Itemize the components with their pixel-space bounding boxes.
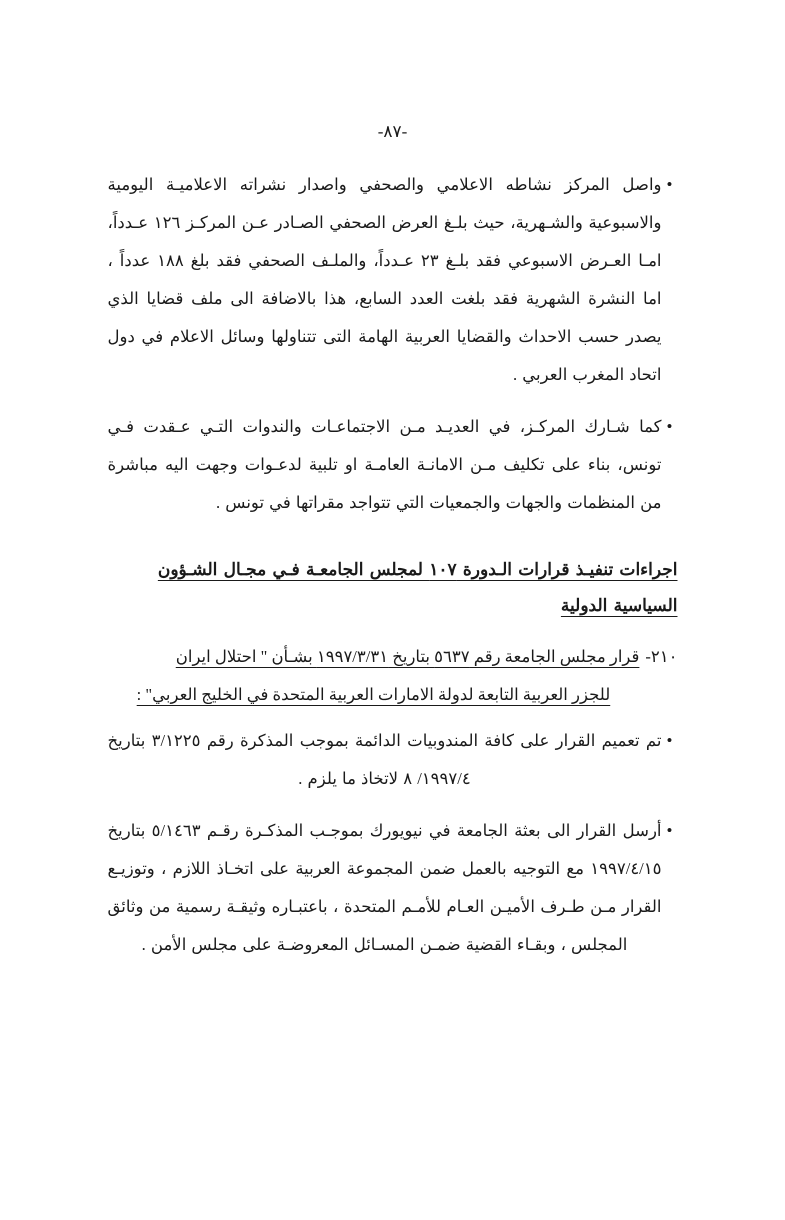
list-item-text: واصل المركز نشاطه الاعلامي والصحفي واصدار نشراته الاعلاميـة اليومية والاسبوعية والشـهرية، حيث بلـغ العرض الصحفي الصـادر عـن المركـز ١٢٦ عـدداً، امـا العـرض الاسبوعي فقد بلـغ ٢٣ عـدداً، والملـف الصحفي فقد بلغ ١٨٨ عدداً ، اما النشرة الشهرية فقد بلغت العدد السابع، هذا بالاضافة الى ملف قضايا الذي يصدر حسب الاحداث والقضايا العربية الهامة التى تتناولها وسائل الاعلام في دول اتحاد المغرب العربي .	[107, 175, 662, 384]
resolution-text	[108, 638, 640, 714]
list-item	[108, 812, 678, 964]
list-item	[108, 166, 678, 394]
bullet-icon: •	[666, 821, 673, 840]
section-heading-line-1: اجراءات تنفيـذ قرارات الـدورة ١٠٧ لمجلس الجامعـة فـي مجـال الشـؤون	[157, 560, 678, 579]
page-number: -٨٧-	[377, 122, 408, 141]
section-heading-line-2: السياسية الدولية	[560, 596, 678, 615]
list-item	[108, 408, 678, 522]
resolution-entry	[108, 638, 678, 714]
page-content	[108, 142, 678, 964]
bullet-icon: •	[666, 731, 673, 750]
bullet-icon: •	[666, 175, 673, 194]
list-item-text: كما شـارك المركـز، في العديـد مـن الاجتماعـات والندوات التـي عـقدت فـي تونس، بناء على تكليف مـن الامانـة العامـة او تلبية لدعـوات وجهت اليه مباشرة من المنظمات والجهات والجمعيات التي تتواجد مقراتها في تونس .	[107, 417, 662, 512]
document-page	[0, 122, 785, 1220]
resolution-number: ٢١٠-	[645, 647, 678, 666]
section-heading	[108, 552, 678, 624]
list-item-text: تم تعميم القرار على كافة المندوبيات الدائمة بموجب المذكرة رقم ٣/١٢٢٥ بتاريخ ١٩٩٧/٤/ ٨ لاتخاذ ما يلزم .	[107, 731, 662, 788]
list-item	[108, 722, 678, 798]
resolution-text-line-1: قرار مجلس الجامعة رقم ٥٦٣٧ بتاريخ ١٩٩٧/٣/٣١ بشـأن " احتلال ايران	[175, 647, 640, 666]
resolution-text-line-2: للجزر العربية التابعة لدولة الامارات العربية المتحدة في الخليج العربي" :	[136, 685, 611, 704]
list-item-text: أرسل القرار الى بعثة الجامعة في نيويورك بموجـب المذكـرة رقـم ٥/١٤٦٣ بتاريخ ١٩٩٧/٤/١٥ مع التوجيه بالعمل ضمن المجموعة العربية على اتخـاذ اللازم ، وتوزيـع القرار مـن طـرف الأميـن العـام للأمـم المتحدة ، باعتبـاره وثيقـة رسمية من وثائق المجلس ، وبقـاء القضية ضمـن المسـائل المعروضـة على مجلس الأمن .	[107, 821, 662, 954]
resolution-actions-list	[108, 722, 678, 964]
bullet-icon: •	[666, 417, 673, 436]
